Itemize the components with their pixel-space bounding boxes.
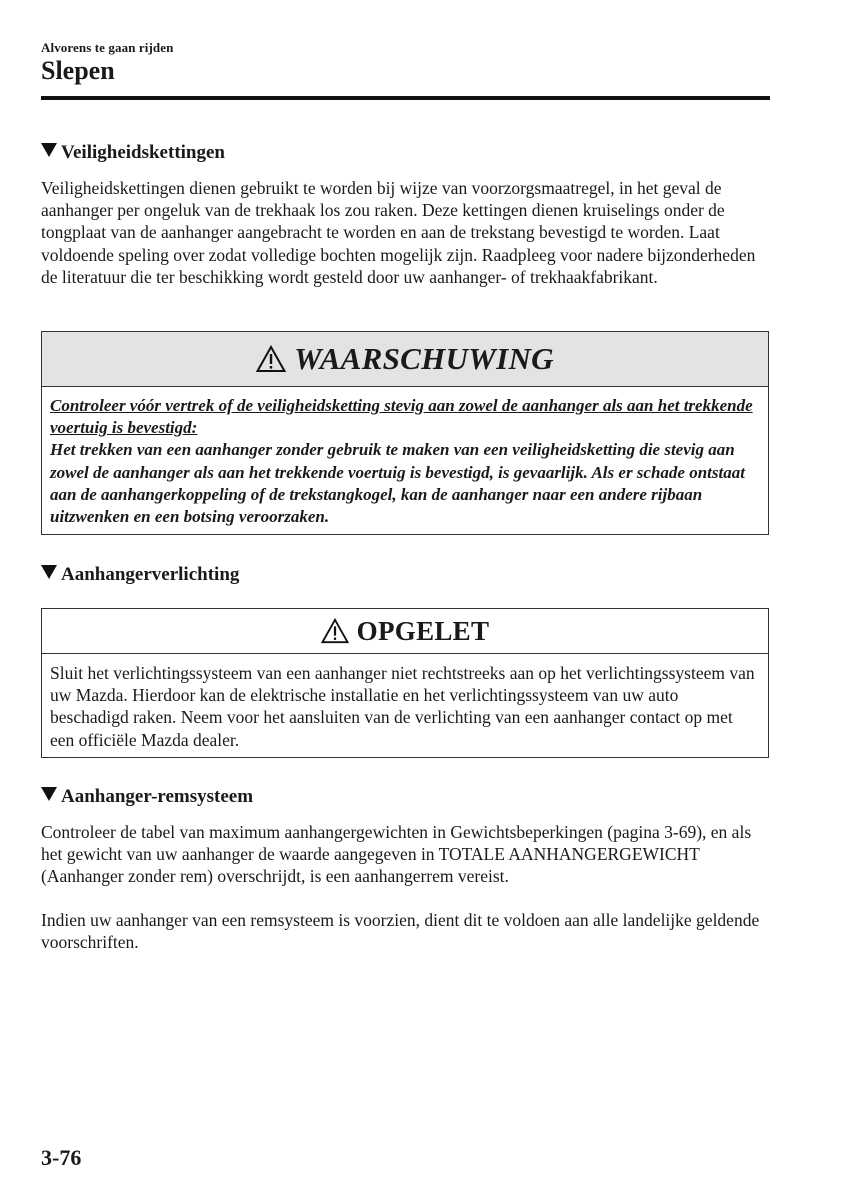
- warning-text: Het trekken van een aanhanger zonder gebruik te maken van een veiligheidsketting die stevig aan zowel de aanhanger als aan het trekkende voertuig is bevestigd, is gevaarlijk. Als er schade ontstaat aan de aanhangerkoppeling of de trekstangkogel, kan de aanhanger naar een andere rijbaan uitzwenken en een botsing veroorzaken.: [50, 440, 745, 527]
- breadcrumb: Alvorens te gaan rijden: [41, 40, 174, 55]
- triangle-down-icon: [41, 143, 57, 157]
- warning-body: [42, 387, 768, 534]
- caution-box: [41, 608, 769, 758]
- page-title: Slepen: [41, 56, 115, 85]
- caution-body: Sluit het verlichtingssysteem van een aanhanger niet rechtstreeks aan op het verlichtingssysteem van uw Mazda. Hierdoor kan de elektrische installatie en het verlichtingssysteem van uw auto beschadigd raken. Neem voor het aansluiten van de verlichting van een aanhanger contact op met een officiële Mazda dealer.: [50, 663, 755, 750]
- caution-header: [42, 609, 768, 654]
- section-heading-trailer-brakes: [41, 785, 253, 809]
- section-heading-trailer-lighting: [41, 563, 239, 587]
- page-number: 3-76: [41, 1145, 82, 1170]
- trailer-brakes-paragraph-1: Controleer de tabel van maximum aanhangergewichten in Gewichtsbeperkingen (pagina 3-69), en als het gewicht van uw aanhanger de waarde aangegeven in TOTALE AANHANGERGEWICHT (Aanhanger zonder rem) overschrijdt, is een aanhangerrem vereist.: [41, 822, 752, 887]
- triangle-down-icon: [41, 565, 57, 579]
- section-heading-safety-chains: [41, 141, 225, 165]
- warning-underlined-text: Controleer vóór vertrek of de veiligheidsketting stevig aan zowel de aanhanger als aan het trekkende voertuig is bevestigd:: [50, 396, 753, 438]
- warning-header: [42, 332, 768, 387]
- safety-chains-paragraph: Veiligheidskettingen dienen gebruikt te worden bij wijze van voorzorgsmaatregel, in het geval de aanhanger per ongeluk van de trekhaak los zou raken. Deze kettingen dienen kruiselings onder de tongplaat van de aanhanger aangebracht te worden en aan de trekstang bevestigd te worden. Laat voldoende speling over zodat volledige bochten mogelijk zijn. Raadpleeg voor nadere bijzonderheden de literatuur die ter beschikking wordt gesteld door uw aanhanger- of trekhaakfabrikant.: [41, 178, 756, 287]
- section-heading-label: Aanhangerverlichting: [61, 564, 240, 585]
- warning-box: [41, 331, 769, 535]
- triangle-down-icon: [41, 787, 57, 801]
- title-divider: [41, 96, 770, 100]
- warning-title: WAARSCHUWING: [294, 341, 554, 376]
- section-heading-label: Veiligheidskettingen: [61, 142, 225, 163]
- trailer-brakes-paragraph-2: Indien uw aanhanger van een remsysteem is voorzien, dient dit te voldoen aan alle landelijke geldende voorschriften.: [41, 910, 760, 953]
- section-heading-label: Aanhanger-remsysteem: [61, 786, 254, 807]
- warning-triangle-icon: [256, 345, 286, 373]
- caution-title: OPGELET: [356, 615, 490, 646]
- warning-triangle-icon: [321, 618, 349, 644]
